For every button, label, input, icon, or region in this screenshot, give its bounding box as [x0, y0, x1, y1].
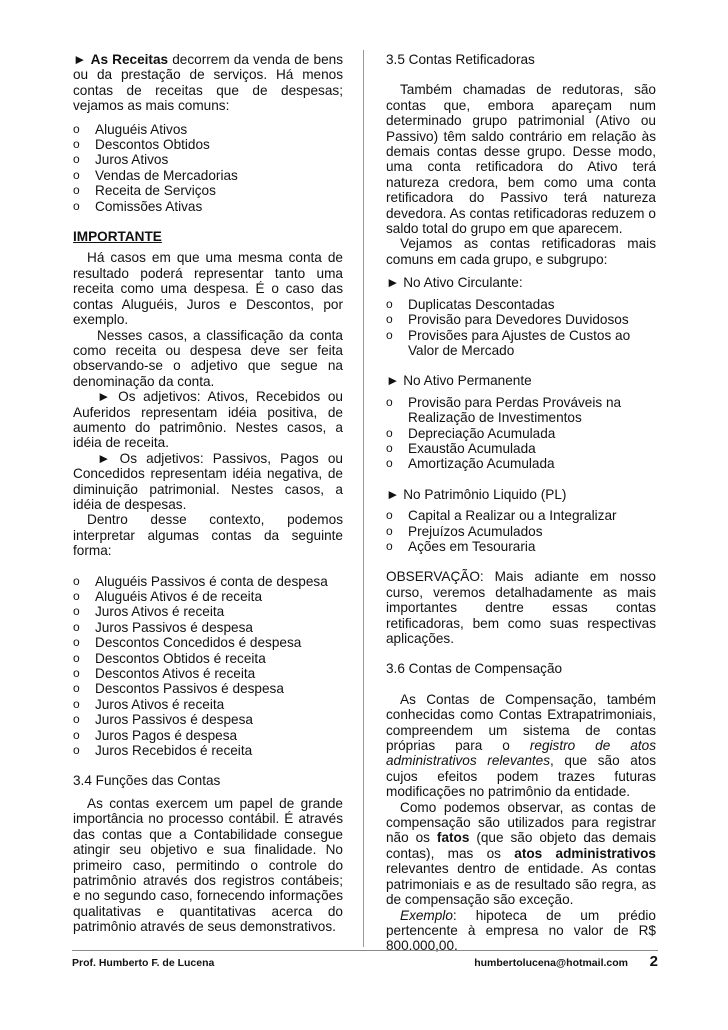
list-item: o Descontos Ativos é receita — [73, 666, 343, 681]
list-item: o Juros Ativos — [73, 152, 343, 167]
list-item: o Depreciação Acumulada — [386, 426, 656, 441]
footer-email: humbertolucena@hotmail.com — [474, 957, 628, 969]
receitas-intro — [73, 52, 343, 114]
paragraph: Também chamadas de redutoras, são contas que, embora apareçam num determinado grupo patrimonial (Ativo ou Passivo) têm saldo contrário em relação às demais contas desse grupo. Desse modo, uma conta retificadora do Ativo terá natureza credora, bem como uma conta retificadora do Passivo terá natureza devedora. As contas retificadoras reduzem o saldo total do grupo em que aparecem. — [386, 82, 656, 237]
list-item: o Provisão para Perdas Prováveis na Realização de Investimentos — [386, 395, 656, 426]
list-item: o Descontos Passivos é despesa — [73, 681, 343, 696]
list-item: o Vendas de Mercadorias — [73, 168, 343, 183]
list-item: o Receita de Serviços — [73, 183, 343, 198]
section-heading-3-4: 3.4 Funções das Contas — [73, 773, 221, 789]
list-item: o Descontos Obtidos é receita — [73, 651, 343, 666]
bold-term: fatos — [436, 830, 470, 846]
list-item: o Juros Passivos é despesa — [73, 712, 343, 727]
arrow-marker: ► — [73, 52, 87, 67]
list-item: o Provisão para Devedores Duvidosos — [386, 312, 656, 327]
paragraph: Há casos em que uma mesma conta de resultado poderá representar tanto uma receita como uma despesa. É o caso das contas Aluguéis, Juros e Descontos, por exemplo. — [73, 250, 343, 328]
list-item: o Juros Recebidos é receita — [73, 743, 343, 758]
list-item: o Aluguéis Passivos é conta de despesa — [73, 574, 343, 589]
group-title-patrimonio-liquido: ► No Patrimônio Liquido (PL) — [386, 486, 567, 502]
paragraph: As contas exercem um papel de grande importância no processo contábil. É através das contas que a Contabilidade consegue atingir seu objetivo e sua finalidade. No primeiro caso, permitindo o controle do patrimônio através dos registros contábeis; e no segundo caso, fornecendo informações qualitativas e quantitativas acerca do patrimônio através de seus demonstrativos. — [73, 795, 343, 935]
list-item: o Juros Ativos é receita — [73, 697, 343, 712]
paragraph — [386, 908, 656, 954]
paragraph: Nesses casos, a classificação da conta como receita ou despesa deve ser feita observando-se o adjetivo que segue na denominação da conta. — [73, 327, 343, 389]
list-item: o Descontos Obtidos — [73, 137, 343, 152]
list-item: o Aluguéis Ativos é de receita — [73, 589, 343, 604]
italic-term: Exemplo — [400, 907, 453, 923]
list-item: o Juros Pagos é despesa — [73, 728, 343, 743]
list-item: o Duplicatas Descontadas — [386, 297, 656, 312]
list-item: o Juros Ativos é receita — [73, 604, 343, 619]
column-divider — [363, 50, 364, 947]
receitas-intro-text: decorrem da venda de bens ou da prestação de serviços. Há menos contas de receitas que de despesas; vejamos as mais comuns: — [73, 52, 343, 114]
observacao-paragraph: OBSERVAÇÃO: Mais adiante em nosso curso, veremos detalhadamente as mais importantes dentre essas contas retificadoras, bem como suas respectivas aplicações. — [386, 569, 656, 646]
list-item: o Provisões para Ajustes de Custos ao Valor de Mercado — [386, 328, 656, 359]
group-title-ativo-permanente: ► No Ativo Permanente — [386, 373, 532, 389]
interpretacao-list — [73, 574, 343, 759]
italic-term: registro de atos administrativos relevantes — [386, 738, 656, 769]
importante-heading: IMPORTANTE — [73, 229, 162, 245]
list-item: o Amortização Acumulada — [386, 456, 656, 471]
receitas-list — [73, 122, 343, 214]
list-item: o Capital a Realizar ou a Integralizar — [386, 508, 656, 523]
paragraph: ► Os adjetivos: Ativos, Recebidos ou Auferidos representam idéia positiva, de aumento do patrimônio. Nestes casos, a idéia de receita. — [73, 389, 343, 451]
text-run: : hipoteca de um prédio pertencente à empresa no valor de R$ 800.000,00. — [386, 907, 656, 954]
list-item: o Aluguéis Ativos — [73, 122, 343, 137]
left-column — [73, 52, 343, 935]
group-title-ativo-circulante: ► No Ativo Circulante: — [386, 275, 523, 291]
list-item: o Comissões Ativas — [73, 199, 343, 214]
receitas-term: As Receitas — [90, 52, 169, 67]
list-item: o Prejuízos Acumulados — [386, 524, 656, 539]
text-run: , que são atos cujos efeitos podem trazes futuras modificações no patrimônio da entidade. — [386, 753, 656, 800]
right-column — [386, 52, 656, 954]
footer-author: Prof. Humberto F. de Lucena — [72, 957, 215, 969]
paragraph — [386, 692, 656, 800]
list-item: o Descontos Concedidos é despesa — [73, 635, 343, 650]
section-heading-3-6: 3.6 Contas de Compensação — [386, 661, 563, 677]
ativo-circulante-list — [386, 297, 656, 359]
paragraph: ► Os adjetivos: Passivos, Pagos ou Concedidos representam idéia negativa, de diminuição patrimonial. Nestes casos, a idéia de despesas. — [73, 450, 343, 512]
paragraph — [386, 800, 656, 908]
list-item: o Juros Passivos é despesa — [73, 620, 343, 635]
list-item: o Ações em Tesouraria — [386, 539, 656, 554]
ativo-permanente-list — [386, 395, 656, 472]
text-run: (que são objeto das demais contas), mas os — [386, 830, 656, 861]
bold-term: atos administrativos — [514, 845, 656, 861]
patrimonio-liquido-list — [386, 508, 656, 554]
paragraph: Vejamos as contas retificadoras mais comuns em cada grupo, e subgrupo: — [386, 236, 656, 267]
paragraph: Dentro desse contexto, podemos interpretar algumas contas da seguinte forma: — [73, 512, 343, 559]
text-run: Como podemos observar, as contas de compensação são utilizados para registrar não os — [386, 799, 656, 846]
section-heading-3-5: 3.5 Contas Retificadoras — [386, 52, 535, 67]
page-footer — [72, 950, 658, 970]
text-run: As Contas de Compensação, também conhecidas como Contas Extrapatrimoniais, compreendem um sistema de contas próprias para o — [386, 691, 656, 754]
page-number: 2 — [649, 953, 658, 970]
text-run: relevantes dentro de entidade. As contas patrimoniais e as de resultado são regra, as de compensação são exceção. — [386, 861, 656, 908]
list-item: o Exaustão Acumulada — [386, 441, 656, 456]
